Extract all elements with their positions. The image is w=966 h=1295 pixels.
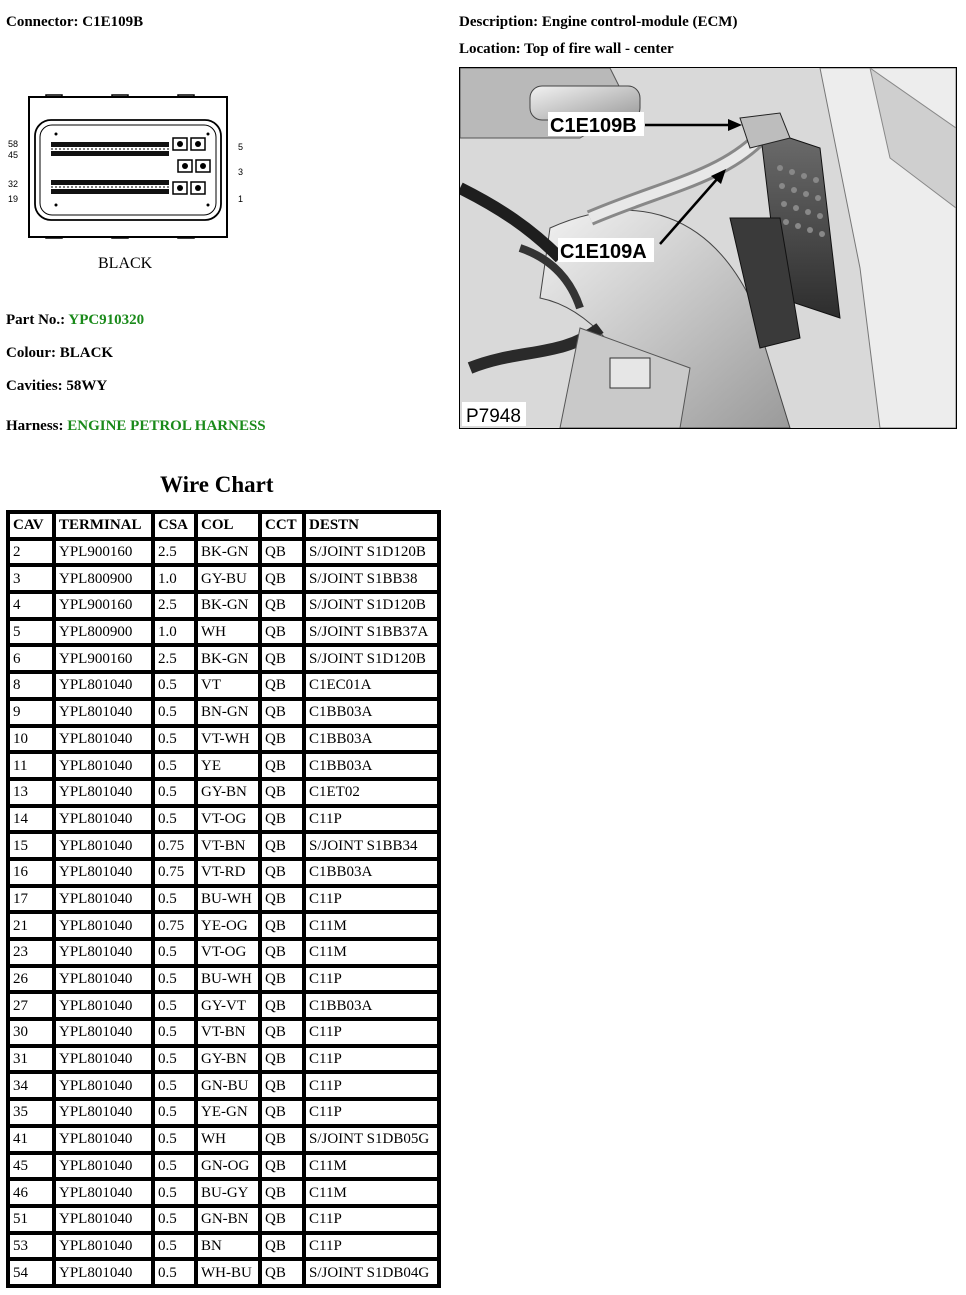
table-row: [8, 1072, 439, 1099]
part-no-line: [6, 312, 144, 329]
cell-destn: C11P: [304, 886, 439, 913]
cell-cav: 45: [8, 1153, 54, 1180]
cell-cct: QB: [260, 592, 304, 619]
cell-destn: S/JOINT S1D120B: [304, 539, 439, 566]
cell-csa: 0.5: [153, 726, 196, 753]
photo-ref-label: P7948: [466, 406, 521, 427]
cell-cct: QB: [260, 645, 304, 672]
cell-cav: 4: [8, 592, 54, 619]
cell-cct: QB: [260, 1019, 304, 1046]
table-header-row: [8, 512, 439, 539]
table-row: [8, 1206, 439, 1233]
cell-cct: QB: [260, 672, 304, 699]
table-row: [8, 806, 439, 833]
pin-label-5: 5: [238, 142, 244, 152]
cell-col: GY-VT: [196, 992, 260, 1019]
cell-csa: 0.5: [153, 1046, 196, 1073]
cell-terminal: YPL801040: [54, 726, 153, 753]
cell-col: GN-OG: [196, 1153, 260, 1180]
cell-cav: 34: [8, 1072, 54, 1099]
cell-csa: 0.5: [153, 672, 196, 699]
cell-col: GY-BN: [196, 779, 260, 806]
table-row: [8, 726, 439, 753]
diagram-caption: BLACK: [98, 255, 153, 272]
cell-destn: C11M: [304, 1179, 439, 1206]
cell-cct: QB: [260, 619, 304, 646]
cell-destn: C11M: [304, 939, 439, 966]
cell-destn: S/JOINT S1BB38: [304, 565, 439, 592]
cell-cct: QB: [260, 779, 304, 806]
cell-destn: C11P: [304, 1072, 439, 1099]
cell-cav: 15: [8, 832, 54, 859]
cell-destn: C11P: [304, 1099, 439, 1126]
cell-csa: 2.5: [153, 645, 196, 672]
cell-csa: 0.75: [153, 832, 196, 859]
cell-destn: C11M: [304, 912, 439, 939]
cell-terminal: YPL801040: [54, 1099, 153, 1126]
cell-cct: QB: [260, 1153, 304, 1180]
cell-col: BN: [196, 1233, 260, 1260]
cell-destn: C1EC01A: [304, 672, 439, 699]
table-row: [8, 752, 439, 779]
table-row: [8, 992, 439, 1019]
header-terminal: TERMINAL: [54, 512, 153, 539]
cell-csa: 0.5: [153, 1126, 196, 1153]
cell-cct: QB: [260, 565, 304, 592]
table-row: [8, 565, 439, 592]
location-value: Top of fire wall - center: [524, 41, 674, 57]
cell-destn: C11P: [304, 966, 439, 993]
cell-cav: 53: [8, 1233, 54, 1260]
header-cav: CAV: [8, 512, 54, 539]
cell-csa: 0.5: [153, 1206, 196, 1233]
cell-col: VT-RD: [196, 859, 260, 886]
cell-col: BU-WH: [196, 886, 260, 913]
cell-csa: 0.75: [153, 912, 196, 939]
header-col: COL: [196, 512, 260, 539]
header-csa: CSA: [153, 512, 196, 539]
cell-cct: QB: [260, 726, 304, 753]
table-row: [8, 779, 439, 806]
cell-csa: 0.5: [153, 1153, 196, 1180]
cell-cct: QB: [260, 912, 304, 939]
cell-cav: 41: [8, 1126, 54, 1153]
cell-cct: QB: [260, 1179, 304, 1206]
wire-chart-table: [6, 510, 441, 1288]
table-row: [8, 886, 439, 913]
cell-csa: 0.5: [153, 1259, 196, 1286]
cell-col: VT-BN: [196, 1019, 260, 1046]
cell-cav: 30: [8, 1019, 54, 1046]
cell-destn: C11P: [304, 806, 439, 833]
connector-value: C1E109B: [82, 14, 144, 30]
cell-cct: QB: [260, 992, 304, 1019]
cell-destn: C11P: [304, 1206, 439, 1233]
cell-destn: C11P: [304, 1019, 439, 1046]
cell-col: BU-WH: [196, 966, 260, 993]
cell-cav: 23: [8, 939, 54, 966]
cell-col: WH-BU: [196, 1259, 260, 1286]
cell-col: GN-BN: [196, 1206, 260, 1233]
cell-destn: S/JOINT S1BB34: [304, 832, 439, 859]
connector-diagram: [8, 90, 248, 285]
cell-terminal: YPL801040: [54, 672, 153, 699]
cell-cct: QB: [260, 832, 304, 859]
colour-label: Colour:: [6, 345, 56, 361]
table-row: [8, 1099, 439, 1126]
cell-cav: 16: [8, 859, 54, 886]
cell-terminal: YPL801040: [54, 1179, 153, 1206]
description-line: [459, 14, 737, 31]
cell-destn: C1BB03A: [304, 699, 439, 726]
cell-col: BK-GN: [196, 645, 260, 672]
table-row: [8, 645, 439, 672]
table-row: [8, 859, 439, 886]
callout-c1e109b: C1E109B: [550, 115, 637, 137]
cell-col: YE: [196, 752, 260, 779]
header-destn: DESTN: [304, 512, 439, 539]
cell-cct: QB: [260, 859, 304, 886]
cell-cct: QB: [260, 1259, 304, 1286]
cell-col: BU-GY: [196, 1179, 260, 1206]
cell-terminal: YPL801040: [54, 699, 153, 726]
pin-label-19: 19: [8, 194, 19, 204]
table-row: [8, 1179, 439, 1206]
table-row: [8, 1259, 439, 1286]
cell-terminal: YPL801040: [54, 912, 153, 939]
table-row: [8, 1046, 439, 1073]
cell-col: VT-OG: [196, 939, 260, 966]
cell-terminal: YPL801040: [54, 1259, 153, 1286]
cell-destn: C11M: [304, 1153, 439, 1180]
cell-destn: S/JOINT S1DB05G: [304, 1126, 439, 1153]
cell-terminal: YPL801040: [54, 1153, 153, 1180]
table-row: [8, 539, 439, 566]
cell-csa: 0.5: [153, 779, 196, 806]
pin-label-45: 45: [8, 150, 19, 160]
cell-cav: 17: [8, 886, 54, 913]
cell-col: GN-BU: [196, 1072, 260, 1099]
cavities-label: Cavities:: [6, 378, 63, 394]
callout-c1e109a: C1E109A: [560, 241, 647, 263]
cavities-line: [6, 378, 107, 395]
cell-col: BN-GN: [196, 699, 260, 726]
table-row: [8, 1126, 439, 1153]
cell-cav: 3: [8, 565, 54, 592]
pin-label-32: 32: [8, 179, 19, 189]
cell-cav: 5: [8, 619, 54, 646]
cavities-value: 58WY: [66, 378, 108, 394]
cell-terminal: YPL900160: [54, 539, 153, 566]
part-no-value[interactable]: YPC910320: [68, 312, 145, 328]
cell-csa: 2.5: [153, 539, 196, 566]
cell-cav: 8: [8, 672, 54, 699]
cell-cav: 11: [8, 752, 54, 779]
cell-terminal: YPL900160: [54, 592, 153, 619]
connector-line: [6, 14, 143, 31]
cell-cav: 14: [8, 806, 54, 833]
harness-line: [6, 418, 266, 435]
cell-csa: 2.5: [153, 592, 196, 619]
cell-col: VT-WH: [196, 726, 260, 753]
location-line: [459, 41, 674, 58]
cell-terminal: YPL801040: [54, 1233, 153, 1260]
cell-cct: QB: [260, 1206, 304, 1233]
pin-label-3: 3: [238, 167, 244, 177]
table-row: [8, 1153, 439, 1180]
cell-cav: 54: [8, 1259, 54, 1286]
table-row: [8, 832, 439, 859]
cell-terminal: YPL801040: [54, 1206, 153, 1233]
cell-col: BK-GN: [196, 592, 260, 619]
cell-terminal: YPL801040: [54, 886, 153, 913]
cell-terminal: YPL801040: [54, 1046, 153, 1073]
cell-col: GY-BN: [196, 1046, 260, 1073]
cell-csa: 0.5: [153, 752, 196, 779]
cell-cav: 46: [8, 1179, 54, 1206]
table-row: [8, 912, 439, 939]
cell-cav: 9: [8, 699, 54, 726]
cell-csa: 0.75: [153, 859, 196, 886]
location-label: Location:: [459, 41, 521, 57]
cell-cav: 51: [8, 1206, 54, 1233]
cell-cav: 10: [8, 726, 54, 753]
cell-cav: 27: [8, 992, 54, 1019]
cell-terminal: YPL801040: [54, 939, 153, 966]
description-label: Description:: [459, 14, 539, 30]
cell-col: WH: [196, 619, 260, 646]
cell-col: GY-BU: [196, 565, 260, 592]
cell-destn: C11P: [304, 1046, 439, 1073]
cell-csa: 0.5: [153, 1099, 196, 1126]
cell-csa: 0.5: [153, 699, 196, 726]
description-value: Engine control-module (ECM): [541, 14, 738, 30]
connector-label: Connector:: [6, 14, 79, 30]
cell-cav: 2: [8, 539, 54, 566]
colour-line: [6, 345, 113, 362]
cell-cav: 13: [8, 779, 54, 806]
part-no-label: Part No.:: [6, 312, 66, 328]
location-photo: [459, 67, 957, 429]
cell-destn: S/JOINT S1D120B: [304, 645, 439, 672]
cell-terminal: YPL801040: [54, 1019, 153, 1046]
pin-label-1: 1: [238, 194, 244, 204]
cell-cav: 26: [8, 966, 54, 993]
cell-csa: 0.5: [153, 1072, 196, 1099]
cell-cct: QB: [260, 699, 304, 726]
cell-cav: 21: [8, 912, 54, 939]
cell-csa: 0.5: [153, 1233, 196, 1260]
cell-terminal: YPL801040: [54, 1072, 153, 1099]
cell-destn: C1BB03A: [304, 992, 439, 1019]
cell-cct: QB: [260, 1233, 304, 1260]
cell-csa: 0.5: [153, 992, 196, 1019]
cell-csa: 0.5: [153, 1019, 196, 1046]
cell-csa: 1.0: [153, 619, 196, 646]
cell-cct: QB: [260, 752, 304, 779]
cell-col: YE-GN: [196, 1099, 260, 1126]
cell-cav: 31: [8, 1046, 54, 1073]
table-row: [8, 699, 439, 726]
table-row: [8, 966, 439, 993]
cell-destn: S/JOINT S1BB37A: [304, 619, 439, 646]
cell-terminal: YPL801040: [54, 832, 153, 859]
cell-destn: C1ET02: [304, 779, 439, 806]
cell-terminal: YPL900160: [54, 645, 153, 672]
cell-terminal: YPL801040: [54, 966, 153, 993]
table-row: [8, 619, 439, 646]
cell-destn: S/JOINT S1D120B: [304, 592, 439, 619]
harness-label: Harness:: [6, 418, 64, 434]
cell-col: VT: [196, 672, 260, 699]
table-row: [8, 939, 439, 966]
cell-terminal: YPL801040: [54, 992, 153, 1019]
wire-chart-body: [8, 539, 439, 1286]
cell-destn: C1BB03A: [304, 726, 439, 753]
connector-face-drawing: [8, 90, 248, 280]
harness-value[interactable]: ENGINE PETROL HARNESS: [67, 418, 266, 434]
cell-terminal: YPL801040: [54, 1126, 153, 1153]
cell-cct: QB: [260, 1072, 304, 1099]
cell-csa: 0.5: [153, 886, 196, 913]
table-row: [8, 1019, 439, 1046]
cell-csa: 1.0: [153, 565, 196, 592]
cell-terminal: YPL801040: [54, 779, 153, 806]
cell-terminal: YPL801040: [54, 752, 153, 779]
cell-destn: C1BB03A: [304, 859, 439, 886]
cell-terminal: YPL801040: [54, 859, 153, 886]
cell-csa: 0.5: [153, 1179, 196, 1206]
cell-col: VT-OG: [196, 806, 260, 833]
cell-cct: QB: [260, 966, 304, 993]
cell-cct: QB: [260, 539, 304, 566]
cell-col: VT-BN: [196, 832, 260, 859]
cell-col: BK-GN: [196, 539, 260, 566]
table-row: [8, 1233, 439, 1260]
cell-cct: QB: [260, 1099, 304, 1126]
header-cct: CCT: [260, 512, 304, 539]
colour-value: BLACK: [59, 345, 114, 361]
wire-chart-title: Wire Chart: [160, 472, 274, 497]
cell-col: WH: [196, 1126, 260, 1153]
cell-cct: QB: [260, 1046, 304, 1073]
cell-csa: 0.5: [153, 806, 196, 833]
cell-destn: C11P: [304, 1233, 439, 1260]
cell-csa: 0.5: [153, 939, 196, 966]
cell-destn: C1BB03A: [304, 752, 439, 779]
cell-cct: QB: [260, 886, 304, 913]
cell-terminal: YPL800900: [54, 619, 153, 646]
cell-cct: QB: [260, 806, 304, 833]
table-row: [8, 672, 439, 699]
cell-cct: QB: [260, 1126, 304, 1153]
cell-terminal: YPL801040: [54, 806, 153, 833]
cell-destn: S/JOINT S1DB04G: [304, 1259, 439, 1286]
cell-col: YE-OG: [196, 912, 260, 939]
cell-csa: 0.5: [153, 966, 196, 993]
table-row: [8, 592, 439, 619]
pin-label-58: 58: [8, 139, 19, 149]
cell-cav: 6: [8, 645, 54, 672]
cell-cct: QB: [260, 939, 304, 966]
cell-terminal: YPL800900: [54, 565, 153, 592]
cell-cav: 35: [8, 1099, 54, 1126]
